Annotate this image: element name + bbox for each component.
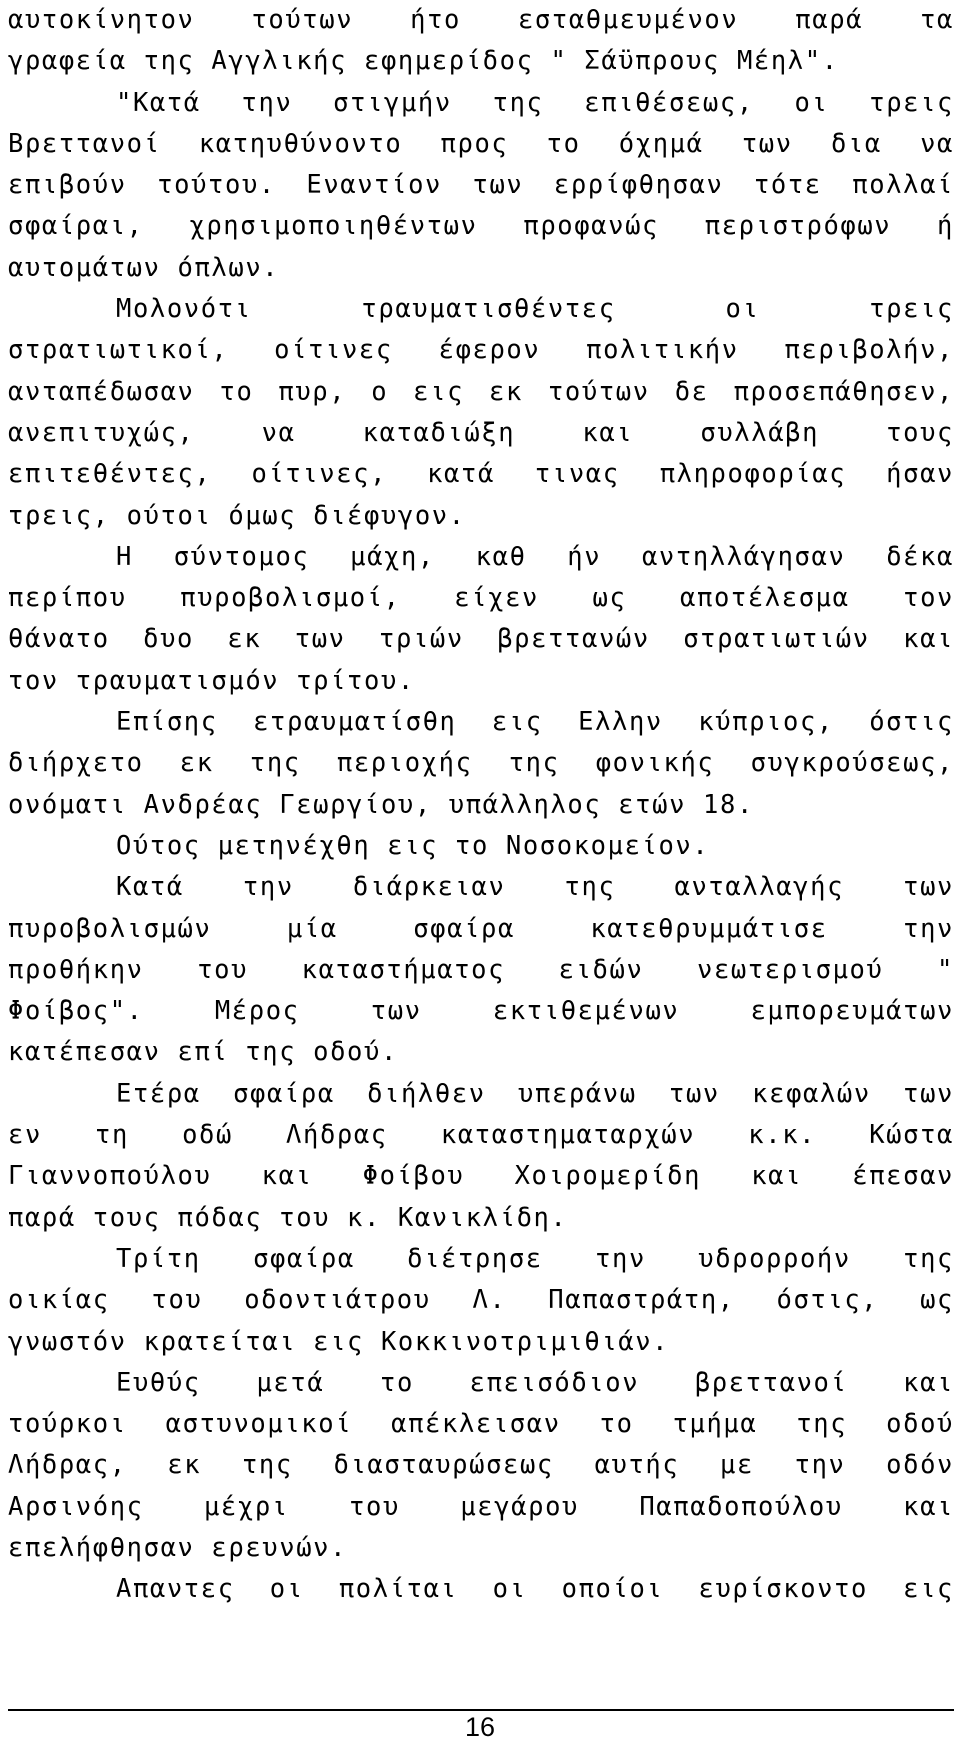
text-line: επιβούν τούτου. Εναντίον των ερρίφθησαν τότε πολλαί	[8, 170, 954, 201]
text-line: Απαντες οι πολίται οι οποίοι ευρίσκοντο εις	[116, 1574, 954, 1605]
text-line: περίπου πυροβολισμοί, είχεν ως αποτέλεσμα τον	[8, 583, 954, 614]
text-line: αυτομάτων όπλων.	[8, 252, 280, 283]
text-line: Αρσινόης μέχρι του μεγάρου Παπαδοπούλου και	[8, 1491, 954, 1522]
text-line: ονόματι Ανδρέας Γεωργίου, υπάλληλος ετών 18.	[8, 789, 754, 820]
text-line: σφαίραι, χρησιμοποιηθέντων προφανώς περιστρόφων ή	[8, 211, 954, 242]
text-line: Γιαννοπούλου και Φοίβου Χοιρομερίδη και έπεσαν	[8, 1161, 954, 1192]
text-line: Η σύντομος μάχη, καθ ήν αντηλλάγησαν δέκα	[116, 541, 954, 572]
text-line: Λήδρας, εκ της διασταυρώσεως αυτής με την οδόν	[8, 1450, 954, 1481]
text-line: παρά τους πόδας του κ. Κανικλίδη.	[8, 1202, 568, 1233]
text-line: εν τη οδώ Λήδρας καταστηματαρχών κ.κ. Κώστα	[8, 1120, 954, 1151]
text-line: επιτεθέντες, οίτινες, κατά τινας πληροφορίας ήσαν	[8, 459, 954, 490]
text-line: διήρχετο εκ της περιοχής της φονικής συγκρούσεως,	[8, 748, 954, 779]
text-line: Ευθύς μετά το επεισόδιον βρεττανοί και	[116, 1367, 954, 1398]
text-line: τρεις, ούτοι όμως διέφυγον.	[8, 500, 466, 531]
text-line: τούρκοι αστυνομικοί απέκλεισαν το τμήμα της οδού	[8, 1409, 954, 1440]
text-line: κατέπεσαν επί της οδού.	[8, 1037, 398, 1068]
text-line: Τρίτη σφαίρα διέτρησε την υδρορροήν της	[116, 1243, 954, 1274]
text-line: Βρεττανοί κατηυθύνοντο προς το όχημά των δια να	[8, 128, 954, 159]
text-line: ανεπιτυχώς, να καταδιώξη και συλλάβη τους	[8, 417, 954, 448]
text-line: ανταπέδωσαν το πυρ, ο εις εκ τούτων δε προσεπάθησεν,	[8, 376, 954, 407]
text-line: γνωστόν κρατείται εις Κοκκινοτριμιθιάν.	[8, 1326, 670, 1357]
text-line: Επίσης ετραυματίσθη εις Ελλην κύπριος, όστις	[116, 707, 954, 738]
text-line: θάνατο δυο εκ των τριών βρεττανών στρατιωτιών και	[8, 624, 954, 655]
document-body	[8, 0, 954, 1611]
page-number: 16	[464, 1712, 496, 1742]
text-line: Φοίβος". Μέρος των εκτιθεμένων εμπορευμάτων	[8, 996, 954, 1027]
text-line: πυροβολισμών μία σφαίρα κατεθρυμμάτισε την	[8, 913, 954, 944]
text-line: προθήκην του καταστήματος ειδών νεωτερισμού "	[8, 954, 954, 985]
text-line: Μολονότι τραυματισθέντες οι τρεις	[116, 294, 954, 325]
text-line: Κατά την διάρκειαν της ανταλλαγής των	[116, 872, 954, 903]
text-line: Ούτος μετηνέχθη εις το Νοσοκομείον.	[116, 830, 710, 861]
text-line: οικίας του οδοντιάτρου Λ. Παπαστράτη, όστις, ως	[8, 1285, 954, 1316]
text-line: γραφεία της Αγγλικής εφημερίδος " Σάϋπρους Μέηλ".	[8, 46, 839, 77]
text-line: αυτοκίνητον τούτων ήτο εσταθμευμένον παρά τα	[8, 5, 954, 35]
text-line: τον τραυματισμόν τρίτου.	[8, 665, 415, 696]
text-line: στρατιωτικοί, οίτινες έφερον πολιτικήν περιβολήν,	[8, 335, 954, 366]
footer-rule	[8, 1709, 954, 1711]
text-line: Ετέρα σφαίρα διήλθεν υπεράνω των κεφαλών των	[116, 1078, 954, 1109]
text-line: "Κατά την στιγμήν της επιθέσεως, οι τρεις	[116, 87, 954, 118]
text-line: επελήφθησαν ερευνών.	[8, 1532, 348, 1563]
